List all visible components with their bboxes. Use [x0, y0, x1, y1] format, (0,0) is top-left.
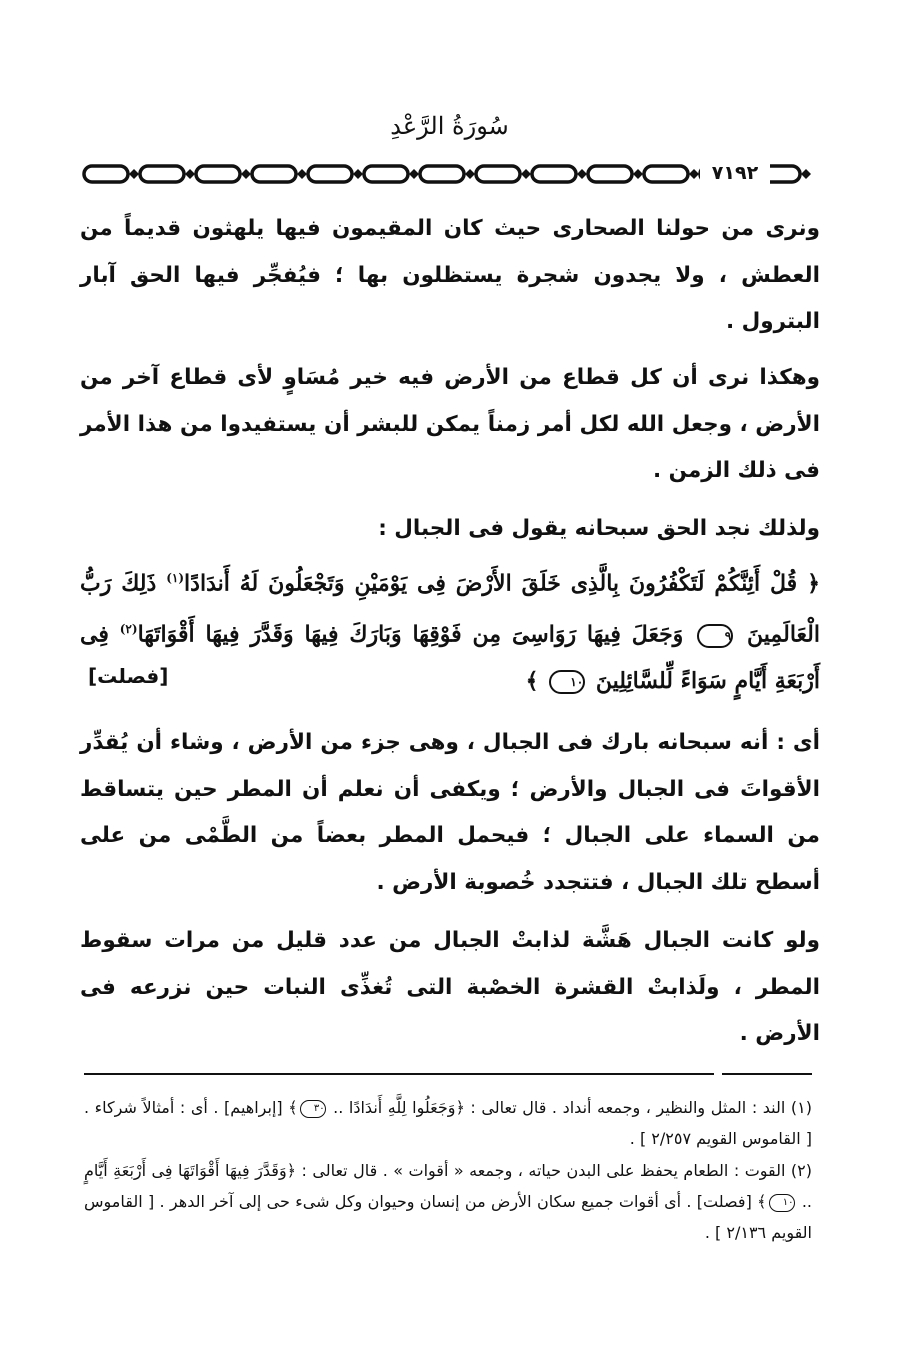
header-ornament-band [82, 160, 818, 188]
verse-part-3: وَجَعَلَ فِيهَا رَوَاسِىَ مِن فَوْقِهَا وَبَارَكَ فِيهَا وَقَدَّرَ فِيهَا أَقْوَاتَهَا [137, 621, 684, 648]
verse-part-4: فِى أَرْبَعَةِ أَيَّامٍ سَوَاءً لِّلسَّائِلِينَ [80, 621, 820, 694]
paragraph-2: وهكذا نرى أن كل قطاع من الأرض فيه خير مُسَاوٍ لأى قطاع آخر من الأرض ، وجعل الله لكل أمر زمناً يمكن للبشر أن يستفيدوا من هذا الأمر فى ذلك الزمن . [80, 365, 820, 483]
footnote-2-quote: ﴿وَقَدَّرَ فِيهَا أَقْوَاتَهَا فِى أَرْبَعَةِ أَيَّامٍ .. [84, 1161, 813, 1211]
verse-part-2: ذَلِكَ رَبُّ الْعَالَمِينَ [80, 570, 820, 648]
footnote-marker-1: (١) [166, 571, 185, 585]
verse-open-brace: ﴿ [807, 570, 820, 597]
verse-part-1: قُلْ أَئِنَّكُمْ لَتَكْفُرُونَ بِالَّذِى خَلَقَ الأَرْضَ فِى يَوْمَيْنِ وَتَجْعَلُونَ لَهُ أَندَادًا [184, 570, 798, 597]
footnote-2-lead: (٢) القوت : الطعام يحفظ على البدن حياته ، وجمعه « أقوات » . قال تعالى : [301, 1161, 812, 1180]
ayah-number-9: ٩ [697, 624, 733, 648]
footnote-1 [84, 1092, 812, 1154]
footnote-divider [84, 1073, 812, 1075]
footnote-2 [84, 1155, 812, 1248]
paragraph-4: أى : أنه سبحانه بارك فى الجبال ، وهى جزء من الأرض ، وشاء أن يُقدِّر الأقواتَ فى الجبال والأرض ؛ ويكفى أن نعلم أن المطر حين يتساقط من السماء على الجبال ؛ فيحمل المطر بعضاً من الطَّمْى من على أسطح تلك الجبال ، فتتجدد خُصوبة الأرض . [80, 730, 820, 895]
footnote-1-quote-end: ﴾ [288, 1098, 298, 1117]
footnote-1-lead: (١) الند : المثل والنظير ، وجمعه أنداد . قال تعالى : [470, 1098, 812, 1117]
surah-reference: [فصلت] [88, 664, 169, 688]
footnote-2-tail: [فصلت] . أى أقوات جميع سكان الأرض من إنسان وحيوان وكل شىء حى إلى آخر الدهر . [ القاموس القويم ٢/١٣٦ ] . [84, 1192, 812, 1242]
paragraph-5: ولو كانت الجبال هَشَّة لذابتْ الجبال من عدد قليل من مرات سقوط المطر ، ولَذابتْ القشرة الخصْبة التى تُغذِّى النبات حين نزرعه فى الأرض . [80, 928, 820, 1046]
footnote-marker-2: (٢) [119, 622, 138, 637]
footnote-1-tail: [إبراهيم] . أى : أمثالاً شركاء . [ القاموس القويم ٢/٢٥٧ ] . [84, 1098, 812, 1148]
paragraph-3: ولذلك نجد الحق سبحانه يقول فى الجبال : [378, 516, 820, 541]
verse-close-brace: ﴾ [525, 667, 539, 694]
footnote-2-quote-end: ﴾ [757, 1192, 767, 1211]
page-number: ٧١٩٢ [700, 159, 770, 187]
footnote-1-ayah-number: ٣٠ [300, 1100, 326, 1118]
quran-verse [80, 555, 820, 704]
surah-title: سُورَةُ الرَّعْدِ [390, 112, 509, 140]
footnote-2-ayah-number: ١٠ [769, 1194, 795, 1212]
ayah-number-10: ١٠ [549, 670, 585, 694]
paragraph-1: ونرى من حولنا الصحارى حيث كان المقيمون فيها يلهثون قديماً من العطش ، ولا يجدون شجرة يستظلون بها ؛ فيُفجِّر فيها الحق آبار البترول . [80, 216, 820, 334]
footnote-1-quote: ﴿وَجَعَلُوا لِلَّهِ أَندَادًا .. [333, 1098, 465, 1117]
